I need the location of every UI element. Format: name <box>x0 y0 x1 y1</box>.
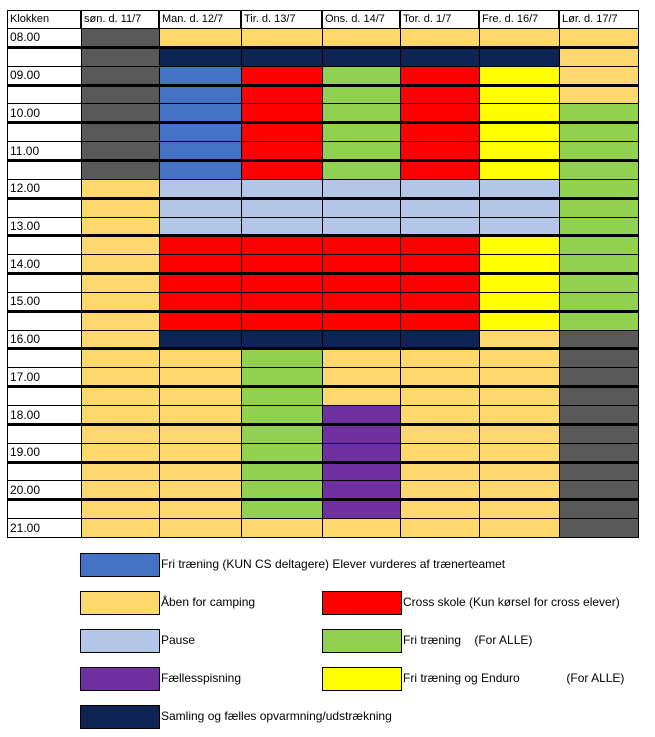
schedule-cell <box>479 217 559 235</box>
schedule-cell <box>479 348 559 367</box>
schedule-cell <box>81 254 159 273</box>
schedule-cell <box>241 330 322 348</box>
schedule-cell <box>400 367 479 386</box>
hour-divider <box>7 84 639 87</box>
hour-label: 08.00 <box>10 30 41 44</box>
schedule-cell <box>241 217 322 235</box>
legend-swatch <box>322 591 402 615</box>
schedule-cell <box>322 462 400 480</box>
schedule-cell <box>479 499 559 518</box>
schedule-cell <box>322 66 400 85</box>
schedule-cell <box>400 311 479 330</box>
schedule-cell <box>241 141 322 160</box>
schedule-cell <box>322 273 400 292</box>
schedule-cell <box>159 198 241 217</box>
schedule-cell <box>322 85 400 103</box>
schedule-cell <box>322 198 400 217</box>
row-divider <box>7 480 639 481</box>
schedule-cell <box>479 198 559 217</box>
schedule-cell <box>479 273 559 292</box>
schedule-cell <box>81 443 159 462</box>
schedule-cell <box>322 330 400 348</box>
schedule-cell <box>400 348 479 367</box>
schedule-cell <box>559 499 639 518</box>
schedule-cell <box>400 518 479 537</box>
schedule-cell <box>559 292 639 311</box>
header-time: Klokken <box>7 10 81 28</box>
hour-divider <box>7 159 639 162</box>
schedule-cell <box>159 273 241 292</box>
legend-label: Fri træning og Enduro (For ALLE) <box>403 671 625 685</box>
legend-label: Fællesspisning <box>161 671 242 685</box>
schedule-cell <box>81 424 159 443</box>
schedule-cell <box>400 330 479 348</box>
schedule-cell <box>241 424 322 443</box>
schedule-cell <box>322 443 400 462</box>
schedule-cell <box>559 424 639 443</box>
schedule-cell <box>400 66 479 85</box>
schedule-cell <box>479 66 559 85</box>
schedule-cell <box>81 499 159 518</box>
hour-divider <box>7 385 639 388</box>
schedule-cell <box>241 348 322 367</box>
header-day-sun: søn. d. 11/7 <box>81 10 159 28</box>
schedule-cell <box>559 443 639 462</box>
schedule-cell <box>322 499 400 518</box>
schedule-cell <box>159 292 241 311</box>
schedule-cell <box>159 160 241 179</box>
schedule-cell <box>322 367 400 386</box>
hour-label: 15.00 <box>10 294 41 308</box>
schedule-cell <box>400 499 479 518</box>
schedule-cell <box>81 386 159 405</box>
schedule-cell <box>479 235 559 254</box>
hour-label: 20.00 <box>10 483 41 497</box>
schedule-cell <box>479 405 559 424</box>
schedule-cell <box>81 292 159 311</box>
schedule-cell <box>322 348 400 367</box>
schedule-cell <box>241 160 322 179</box>
schedule-cell <box>241 85 322 103</box>
schedule-cell <box>400 254 479 273</box>
header-day-tue: Tir. d. 13/7 <box>241 10 322 28</box>
hour-label: 12.00 <box>10 181 41 195</box>
schedule-cell <box>81 405 159 424</box>
hour-label: 21.00 <box>10 521 41 535</box>
schedule-cell <box>159 480 241 499</box>
header-day-mon: Man. d. 12/7 <box>159 10 241 28</box>
schedule-cell <box>81 367 159 386</box>
row-divider <box>7 518 639 519</box>
schedule-cell <box>400 405 479 424</box>
schedule-cell <box>241 66 322 85</box>
legend-label: Fri træning (KUN CS deltagere) Elever vurderes af trænerteamet <box>161 557 506 571</box>
schedule-cell <box>479 179 559 198</box>
schedule-cell <box>400 103 479 122</box>
schedule-cell <box>241 179 322 198</box>
schedule-cell <box>241 443 322 462</box>
schedule-cell <box>159 311 241 330</box>
hour-divider <box>7 347 639 350</box>
schedule-cell <box>81 348 159 367</box>
schedule-cell <box>559 47 639 66</box>
schedule-cell <box>159 499 241 518</box>
schedule-cell <box>241 254 322 273</box>
schedule-cell <box>322 480 400 499</box>
schedule-cell <box>479 28 559 47</box>
schedule-cell <box>322 405 400 424</box>
schedule-cell <box>81 66 159 85</box>
legend-swatch <box>322 629 402 653</box>
hour-label: 17.00 <box>10 370 41 384</box>
legend-label: Cross skole (Kun kørsel for cross elever) <box>403 595 620 609</box>
legend-label: Samling og fælles opvarmning/udstrækning <box>161 709 392 723</box>
schedule-cell <box>479 141 559 160</box>
row-divider <box>7 254 639 255</box>
schedule-cell <box>559 141 639 160</box>
schedule-cell <box>159 28 241 47</box>
schedule-cell <box>81 198 159 217</box>
schedule-cell <box>479 85 559 103</box>
hour-divider <box>7 310 639 313</box>
schedule-cell <box>322 160 400 179</box>
schedule-cell <box>159 367 241 386</box>
schedule-cell <box>559 85 639 103</box>
schedule-cell <box>479 443 559 462</box>
hour-label: 18.00 <box>10 408 41 422</box>
schedule-cell <box>159 179 241 198</box>
schedule-cell <box>479 462 559 480</box>
schedule-cell <box>241 273 322 292</box>
schedule-cell <box>322 292 400 311</box>
row-divider <box>7 103 639 104</box>
schedule-cell <box>81 28 159 47</box>
schedule-cell <box>241 405 322 424</box>
schedule-cell <box>159 254 241 273</box>
schedule-cell <box>559 254 639 273</box>
header-day-thu: Tor. d. 1/7 <box>400 10 479 28</box>
hour-divider <box>7 272 639 275</box>
schedule-cell <box>241 198 322 217</box>
schedule-cell <box>241 122 322 141</box>
schedule-cell <box>479 47 559 66</box>
schedule-cell <box>400 424 479 443</box>
schedule-cell <box>400 462 479 480</box>
row-divider <box>7 537 639 538</box>
row-divider <box>7 66 639 67</box>
schedule-cell <box>479 424 559 443</box>
schedule-cell <box>159 330 241 348</box>
schedule-cell <box>479 480 559 499</box>
hour-divider <box>7 234 639 237</box>
schedule-cell <box>159 85 241 103</box>
legend-swatch <box>80 553 160 577</box>
schedule-cell <box>81 217 159 235</box>
schedule-cell <box>479 330 559 348</box>
legend-swatch <box>80 591 160 615</box>
schedule-cell <box>322 386 400 405</box>
legend-swatch <box>80 629 160 653</box>
schedule-cell <box>400 160 479 179</box>
schedule-cell <box>81 330 159 348</box>
schedule-cell <box>81 47 159 66</box>
schedule-cell <box>559 386 639 405</box>
schedule-cell <box>81 85 159 103</box>
schedule-cell <box>241 499 322 518</box>
schedule-cell <box>241 103 322 122</box>
schedule-cell <box>479 292 559 311</box>
schedule-cell <box>81 518 159 537</box>
schedule-cell <box>322 103 400 122</box>
schedule-cell <box>400 28 479 47</box>
schedule-cell <box>322 235 400 254</box>
schedule-cell <box>159 122 241 141</box>
schedule-cell <box>81 462 159 480</box>
schedule-cell <box>241 47 322 66</box>
hour-label: 14.00 <box>10 257 41 271</box>
schedule-cell <box>322 424 400 443</box>
schedule-cell <box>479 122 559 141</box>
legend-swatch <box>80 705 160 729</box>
schedule-cell <box>400 292 479 311</box>
legend-swatch <box>80 667 160 691</box>
schedule-cell <box>559 122 639 141</box>
schedule-cell <box>400 443 479 462</box>
legend-label: Fri træning (For ALLE) <box>403 633 533 647</box>
schedule-cell <box>159 141 241 160</box>
row-divider <box>7 141 639 142</box>
schedule-cell <box>559 103 639 122</box>
schedule-cell <box>159 462 241 480</box>
hour-label: 13.00 <box>10 219 41 233</box>
schedule-cell <box>159 103 241 122</box>
schedule-cell <box>81 160 159 179</box>
schedule-cell <box>159 217 241 235</box>
schedule-cell <box>241 28 322 47</box>
hour-divider <box>7 461 639 464</box>
schedule-cell <box>159 235 241 254</box>
hour-label: 16.00 <box>10 332 41 346</box>
schedule-cell <box>241 518 322 537</box>
row-divider <box>7 217 639 218</box>
schedule-cell <box>479 160 559 179</box>
schedule-cell <box>159 348 241 367</box>
schedule-cell <box>159 443 241 462</box>
schedule-cell <box>322 28 400 47</box>
schedule-cell <box>479 103 559 122</box>
schedule-cell <box>479 386 559 405</box>
schedule-cell <box>241 292 322 311</box>
row-divider <box>7 443 639 444</box>
hour-divider <box>7 423 639 426</box>
schedule-cell <box>559 273 639 292</box>
schedule-cell <box>559 179 639 198</box>
schedule-cell <box>241 462 322 480</box>
schedule-cell <box>559 405 639 424</box>
schedule-cell <box>322 141 400 160</box>
hour-label: 09.00 <box>10 68 41 82</box>
schedule-cell <box>559 28 639 47</box>
schedule-cell <box>241 311 322 330</box>
row-divider <box>7 28 639 29</box>
row-divider <box>7 405 639 406</box>
schedule-cell <box>559 348 639 367</box>
schedule-cell <box>400 85 479 103</box>
schedule-cell <box>400 235 479 254</box>
hour-divider <box>7 121 639 124</box>
schedule-cell <box>159 66 241 85</box>
row-divider <box>7 292 639 293</box>
schedule-cell <box>322 179 400 198</box>
schedule-cell <box>81 179 159 198</box>
schedule-cell <box>559 160 639 179</box>
schedule-cell <box>81 480 159 499</box>
schedule-cell <box>559 367 639 386</box>
legend-swatch <box>322 667 402 691</box>
row-divider <box>7 330 639 331</box>
schedule-cell <box>81 141 159 160</box>
header-day-fri: Fre. d. 16/7 <box>479 10 559 28</box>
row-divider <box>7 179 639 180</box>
schedule-cell <box>400 47 479 66</box>
schedule-cell <box>241 386 322 405</box>
schedule-cell <box>81 122 159 141</box>
schedule-cell <box>559 330 639 348</box>
schedule-cell <box>322 217 400 235</box>
hour-divider <box>7 498 639 501</box>
schedule-cell <box>479 367 559 386</box>
hour-label: 10.00 <box>10 106 41 120</box>
schedule-cell <box>159 518 241 537</box>
schedule-cell <box>159 47 241 66</box>
hour-divider <box>7 197 639 200</box>
schedule-cell <box>81 311 159 330</box>
row-divider <box>7 367 639 368</box>
schedule-cell <box>400 217 479 235</box>
schedule-cell <box>400 273 479 292</box>
schedule-cell <box>400 386 479 405</box>
schedule-cell <box>322 254 400 273</box>
schedule-cell <box>479 518 559 537</box>
schedule-cell <box>81 235 159 254</box>
schedule-cell <box>400 198 479 217</box>
schedule-cell <box>241 235 322 254</box>
schedule-cell <box>400 480 479 499</box>
schedule-cell <box>241 480 322 499</box>
legend-label: Pause <box>161 633 196 647</box>
schedule-cell <box>241 367 322 386</box>
schedule-cell <box>400 122 479 141</box>
legend-label: Åben for camping <box>161 595 256 609</box>
schedule-cell <box>400 141 479 160</box>
schedule-table <box>7 10 639 538</box>
schedule-cell <box>400 179 479 198</box>
schedule-cell <box>559 518 639 537</box>
schedule-cell <box>479 254 559 273</box>
schedule-cell <box>81 103 159 122</box>
schedule-cell <box>479 311 559 330</box>
schedule-cell <box>559 66 639 85</box>
schedule-cell <box>322 311 400 330</box>
schedule-cell <box>159 405 241 424</box>
hour-divider <box>7 46 639 49</box>
schedule-cell <box>559 311 639 330</box>
schedule-cell <box>159 424 241 443</box>
schedule-cell <box>322 518 400 537</box>
schedule-cell <box>159 386 241 405</box>
schedule-cell <box>322 47 400 66</box>
schedule-cell <box>559 480 639 499</box>
hour-label: 19.00 <box>10 445 41 459</box>
schedule-cell <box>559 198 639 217</box>
schedule-cell <box>559 462 639 480</box>
schedule-cell <box>559 217 639 235</box>
schedule-cell <box>559 235 639 254</box>
header-day-sat: Lør. d. 17/7 <box>559 10 639 28</box>
schedule-cell <box>81 273 159 292</box>
header-day-wed: Ons. d. 14/7 <box>322 10 400 28</box>
hour-label: 11.00 <box>10 144 40 158</box>
schedule-cell <box>322 122 400 141</box>
